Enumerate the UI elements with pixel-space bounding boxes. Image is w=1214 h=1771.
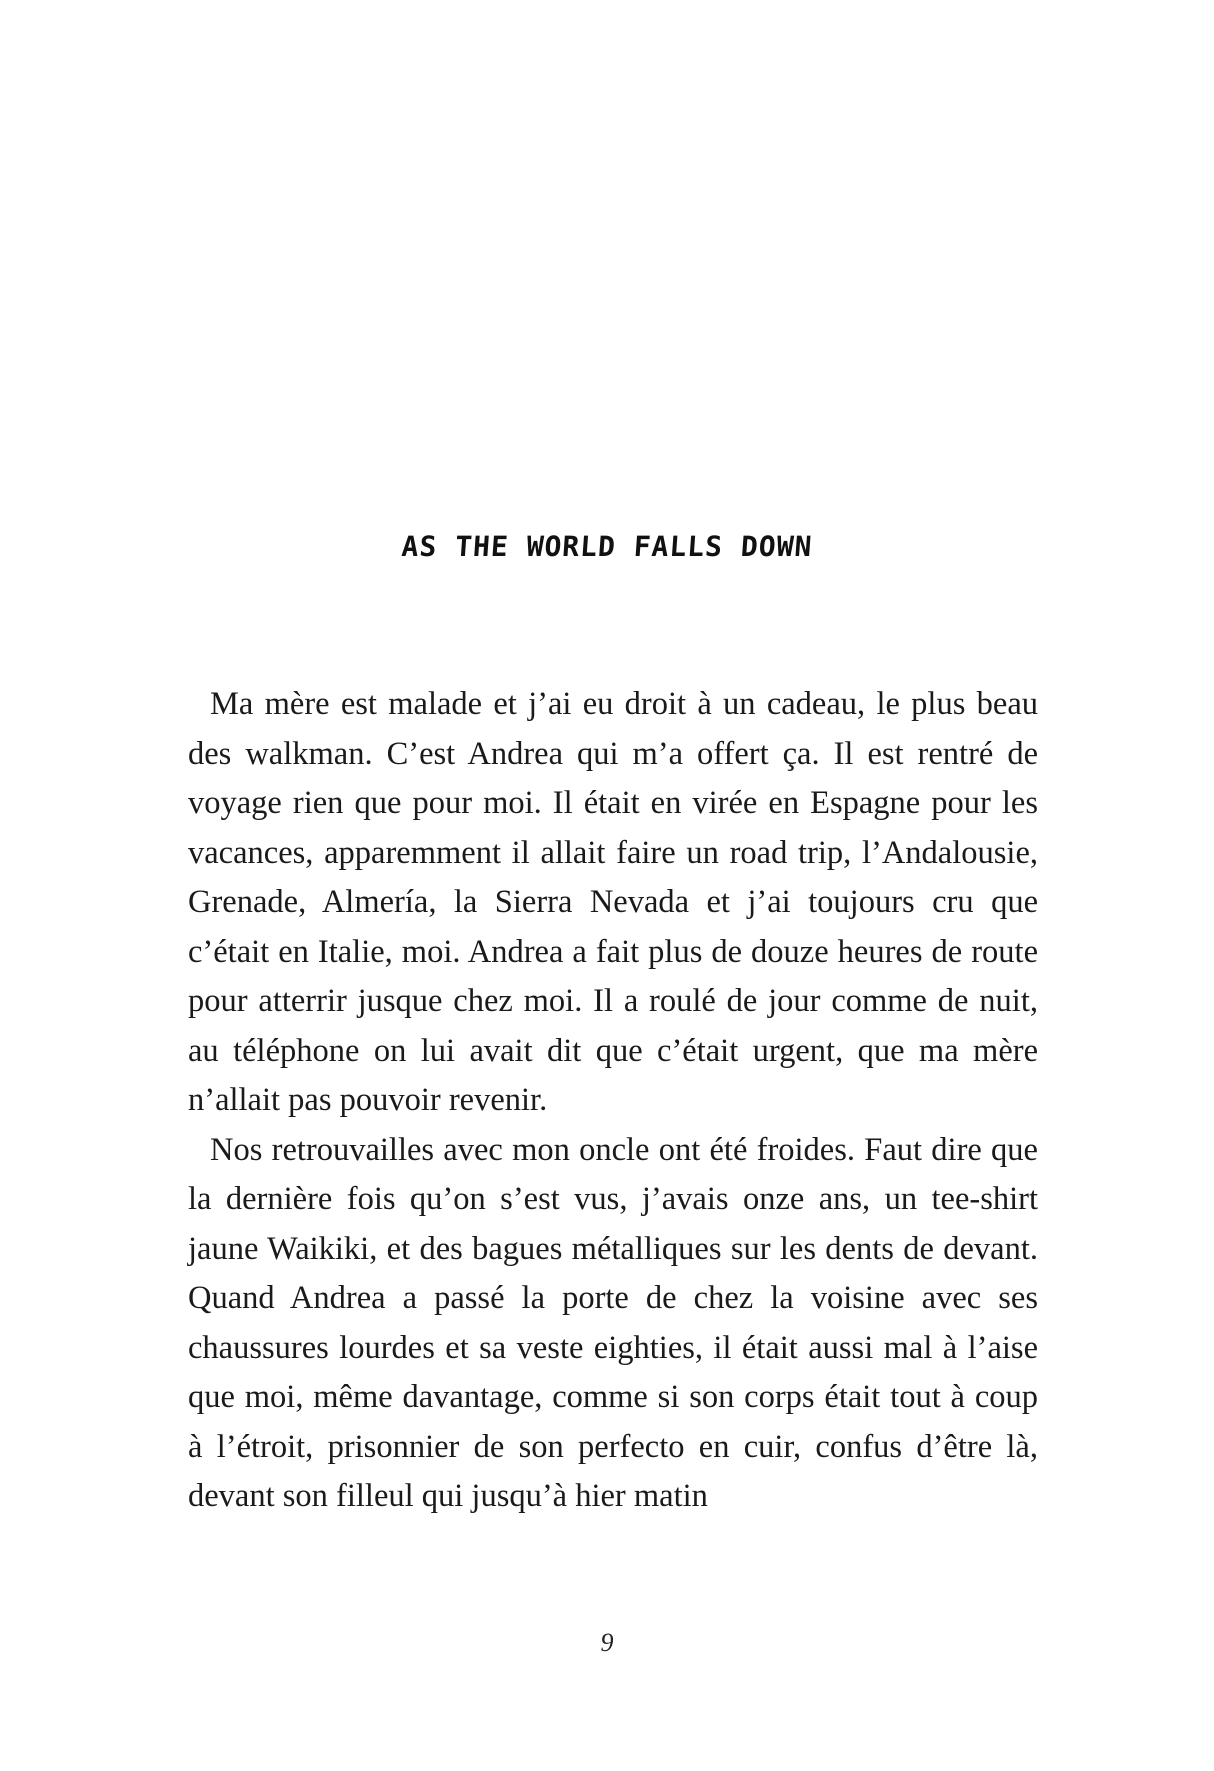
paragraph-2: Nos retrouvailles avec mon oncle ont été froides. Faut dire que la dernière fois qu’on s’est vus, j’avais onze ans, un tee-shirt jaune Waikiki, et des bagues métalliques sur les dents de devant. Quand Andrea a passé la porte de chez la voisine avec ses chaussures lourdes et sa veste eighties, il était aussi mal à l’aise que moi, même davantage, comme si son corps était tout à coup à l’étroit, prisonnier de son perfecto en cuir, confus d’être là, devant son filleul qui jusqu’à hier matin <box>188 1131 1038 1514</box>
body-text <box>188 680 1038 1522</box>
page-number: 9 <box>600 1628 614 1657</box>
chapter-title: AS THE WORLD FALLS DOWN <box>400 530 814 563</box>
paragraph-1: Ma mère est malade et j’ai eu droit à un cadeau, le plus beau des walkman. C’est Andrea qui m’a offert ça. Il est rentré de voyage rien que pour moi. Il était en virée en Espagne pour les vacances, apparemment il allait faire un road trip, l’Andalousie, Grenade, Almería, la Sierra Nevada et j’ai toujours cru que c’était en Italie, moi. Andrea a fait plus de douze heures de route pour atterrir jusque chez moi. Il a roulé de jour comme de nuit, au téléphone on lui avait dit que c’était urgent, que ma mère n’allait pas pouvoir revenir. <box>188 686 1038 1118</box>
